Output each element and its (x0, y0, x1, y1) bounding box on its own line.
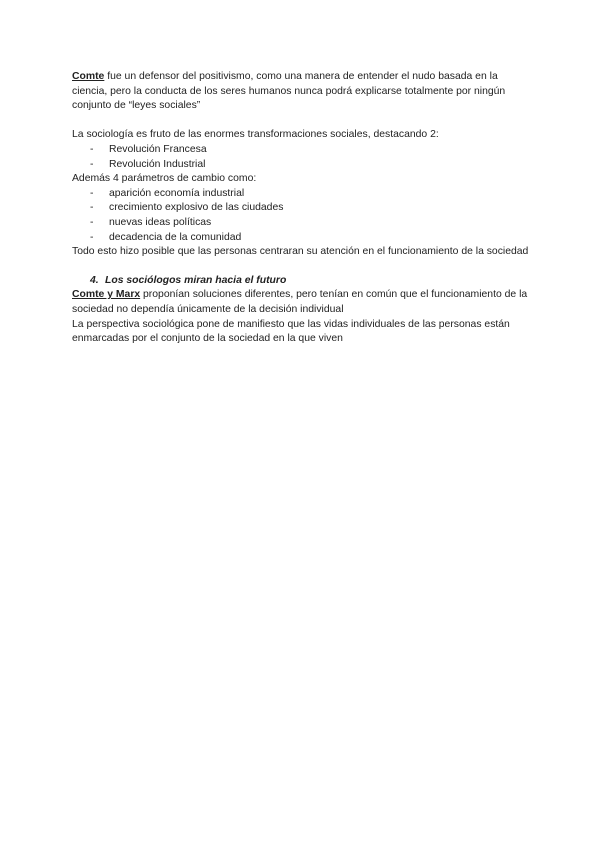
name-comte: Comte (72, 71, 105, 82)
list-item: - Revolución Francesa (72, 143, 532, 158)
section-number: 4. (90, 274, 99, 286)
section-heading (72, 274, 532, 289)
paragraph-comte-text: fue un defensor del positivismo, como una manera de entender el nudo basada en la ciencia, pero la conducta de los seres humanos nunca podrá explicarse totalmente por ningún conjunto de “leyes sociales” (72, 71, 506, 112)
blank-line (72, 114, 532, 129)
paragraph-comte-marx-text: proponían soluciones diferentes, pero tenían en común que el funcionamiento de la sociedad no dependía únicamente de la decisión individual (72, 289, 528, 315)
paragraph-perspective: La perspectiva sociológica pone de manifiesto que las vidas individuales de las personas están enmarcadas por el conjunto de la sociedad en la que viven (72, 318, 510, 345)
revolutions-list (72, 143, 532, 172)
list-item: - decadencia de la comunidad (72, 231, 532, 246)
paragraph-parameters: Además 4 parámetros de cambio como: (72, 173, 257, 185)
paragraph-transformations: La sociología es fruto de las enormes transformaciones sociales, destacando 2: (72, 129, 439, 141)
list-item: - aparición economía industrial (72, 187, 532, 202)
list-item: - Revolución Industrial (72, 158, 532, 173)
paragraph-attention: Todo esto hizo posible que las personas centraran su atención en el funcionamiento de la sociedad (72, 246, 529, 258)
paragraph-comte-marx (72, 288, 532, 317)
names-comte-marx: Comte y Marx (72, 289, 141, 301)
section-title: Los sociólogos miran hacia el futuro (105, 274, 287, 286)
parameters-list (72, 187, 532, 245)
list-item: - crecimiento explosivo de las ciudades (72, 201, 532, 216)
document-page (72, 70, 532, 347)
paragraph-comte (72, 70, 532, 114)
list-item: - nuevas ideas políticas (72, 216, 532, 231)
